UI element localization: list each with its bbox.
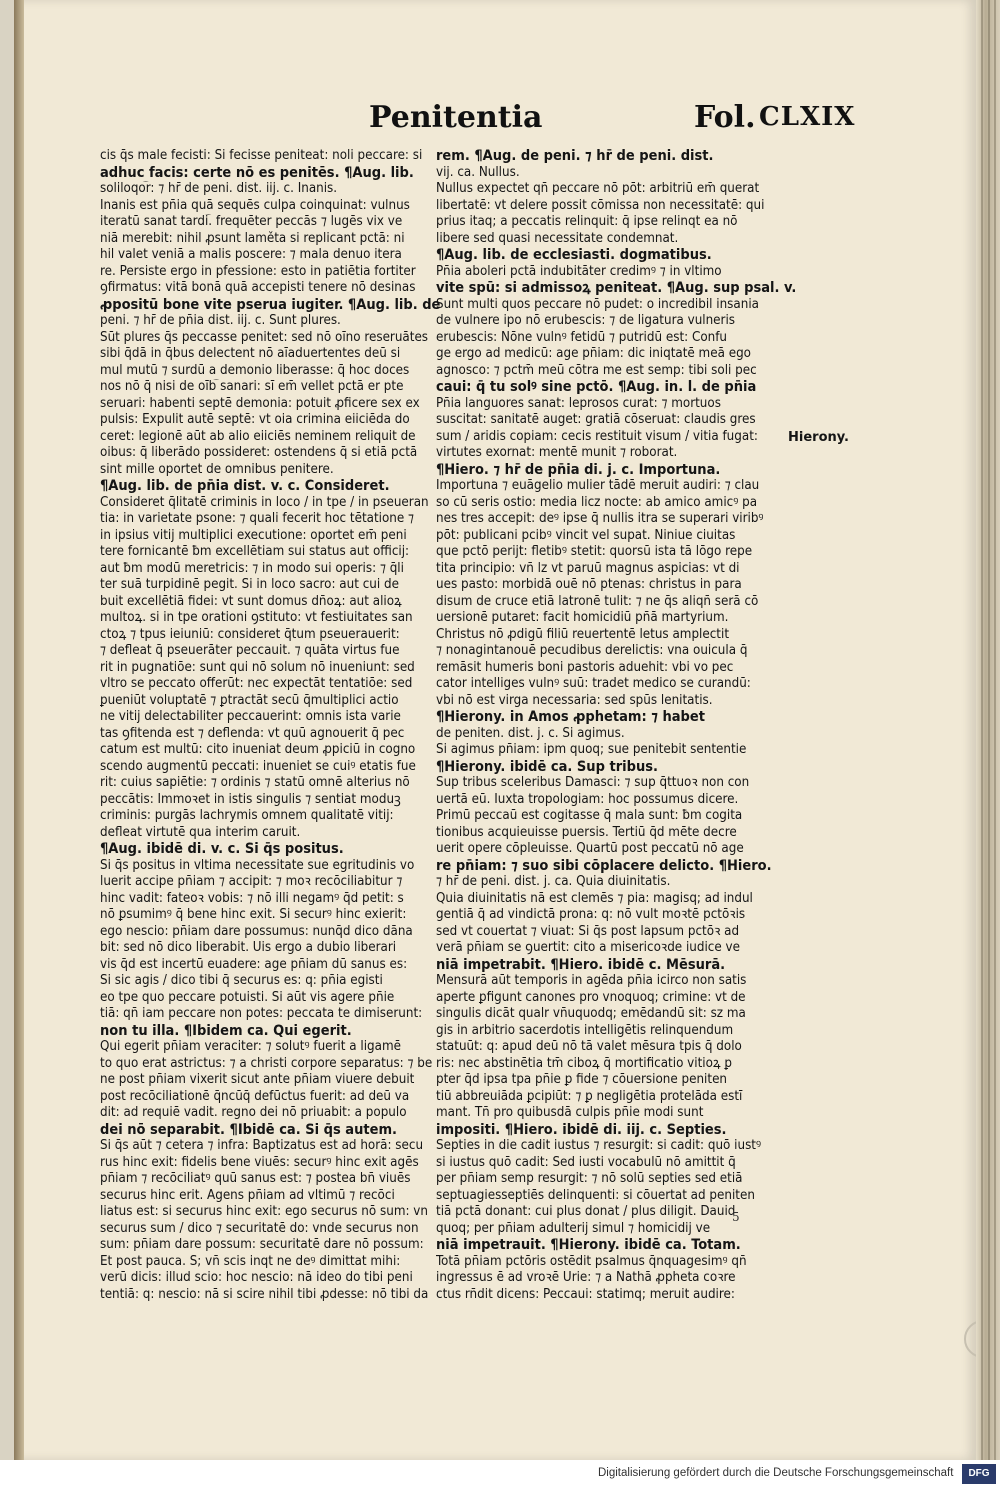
text-line: tere fornicantē ƀm excellētiam sui status aut officij: [100,544,410,559]
margin-note: Hierony. [788,430,849,445]
text-line: verā pn̄iam se ꝯuertit: cito a misericoꝛde iudice ve [436,940,740,955]
text-line: ne vitij delectabiliter peccauerint: omnis ista varie [100,709,401,724]
text-line: vite spū: si admissoꝝ peniteat. ¶Aug. sup psal. v. [436,280,797,296]
text-line: Si q̄s aūt ⁊ cetera ⁊ infra: Baptizatus est ad horā: secu [100,1138,424,1153]
text-line: post recōciliationē q̄ncūq̄ defūctus fuerit: ad deū va [100,1088,410,1104]
text-line: tas ꝯfitenda est ⁊ deflenda: vt quū agnouerit q̄ pec [100,725,405,741]
funding-credit: Digitalisierung gefördert durch die Deutsche Forschungsgemeinschaft [598,1467,954,1479]
text-line: nos nō q̄ nisi de oīb͝ sanari: sī em̄ vellet pctā er pte [100,379,404,394]
page-binding [14,0,24,1460]
text-line: rus hinc exit: fidelis bene viuēs: securꝰ hinc exit agēs [100,1154,419,1170]
text-line: sum / aridis copiam: cecis restituit visum / vitia fugat: [436,428,758,444]
text-line: soliloqo͝r: ⁊ hr̄ de peni. dist. iij. c. Inanis. [100,181,338,196]
text-line: cis q̄s male fecisti: Si fecisse peniteat: noli peccare: si [100,148,423,163]
text-line: sint mille oportet de omnibus penitere. [100,461,334,477]
text-line: niā impetrauit. ¶Hierony. ibidē ca. Totam. [436,1237,741,1253]
text-line: Totā pn̄iam pctōris ostēdit psalmus q̄nquagesimꝰ qn̄ [436,1253,747,1269]
text-line: nō ꝑsumimꝰ q̄ bene hinc exit. Si securꝰ hinc exierit: [100,907,407,922]
text-line: ues pasto: morbidā ouē nō ptenas: christus in para [436,577,742,592]
page-hole-mark [964,1320,976,1358]
right-text-column [436,148,806,1303]
text-line: rit: cuius sapiētie: ⁊ ordinis ⁊ statū omnē alterius nō [100,775,410,790]
text-line: tentiā: q: nescio: nā si scire nihil tibi ꝓdesse: nō tibi da [100,1286,429,1302]
text-line: cator intelliges vulnꝰ suū: tradet medico se curandū: [436,676,751,691]
dfg-logo: DFG [962,1464,996,1484]
text-line: vis q̄d est incertū euadere: age pn̄iam dū sanus es: [100,956,408,972]
text-line: rit in pugnatiōe: sunt qui nō solum nō inueniunt: sed [100,659,415,675]
text-line: Inanis est pn̄ia quā sequēs culpa coinquinat: vulnus [100,197,410,213]
text-line: pōt: publicani pcibꝰ vincit vel supat. Niniue ciuitas [436,527,736,543]
text-line: virtutes exornat: mentē munit ⁊ roborat. [436,445,678,460]
text-line: defleat virtutē qua interim caruit. [100,824,301,840]
text-line: mant. Tn̄ pro quibusdā culpis pn̄ie modi sunt [436,1105,704,1120]
text-line: re. Persiste ergo in pfessione: esto in patiētia fortiter [100,263,416,279]
text-line: uersionē putaret: facit homicidiū pn̄ā martyrium. [436,610,729,625]
text-line: oibus: q̄ liberādo possideret: ostendens q̄ si etiā pctā [100,445,418,460]
text-line: bit: sed nō dico liberabit. Uis ergo a dubio liberari [100,940,397,955]
text-line: pn̄iam ⁊ recōciliatꝰ quū sanus est: ⁊ postea bn̄ viuēs [100,1171,411,1186]
text-line: Et post pauca. S; vn̄ scis inqt ne deꝰ dimittat mihi: [100,1253,401,1269]
text-line: ꝯfirmatus: vitā bonā quā accepisti tenere nō desinas [100,280,416,295]
text-line: ¶Hierony. in Amos ꝓphetam: ⁊ habet̄ [436,709,705,725]
text-line: Primū peccaū est cogitasse q̄ mala sunt: ƀm cogita [436,808,743,823]
text-line: erubescis: Nōne vulnꝰ fetidū ⁊ putridū est: Confu [436,329,728,345]
text-line: statuūt: q: apud deū nō tā valet mēsura tpis q̄ dolo [436,1039,742,1054]
text-line: iteratū sanat tardi͝. frequēter peccās ⁊ lugēs vix ve [100,214,403,229]
text-line: luerit accipe pn̄iam ⁊ accipit: ⁊ moꝛ recōciliabitur ⁊ [100,874,403,889]
text-line: pulsis: Expulit autē septē: vt oia crimina eiiciēda do [100,412,410,427]
stacked-page-edges [976,0,1000,1460]
text-line: Si sic agis / dico tibi q̄ securus es: q: pn̄ia egisti [100,973,383,988]
text-line: securus hinc erit. Agens pn̄iam ad vltimū ⁊ recōci [100,1187,395,1203]
text-line: tita principio: vn̄ lz vt paruū magnus aspicias: vt di [436,560,740,576]
text-line: ter suā turpidinē pegit. Si in loco sacro: aut cui de [100,577,399,592]
left-text-column [100,148,445,1303]
text-line: Sunt multi quos peccare nō pudet: o incredibil insania [436,296,759,312]
text-line: Si q̄s positus in vltima necessitate sue egritudinis vo [100,857,415,873]
text-line: ¶Aug. lib. de pn̄ia dist. v. c. Consideret. [100,478,390,494]
text-line: peccātis: Immoꝛet in istis singulis ⁊ sentiat moduꝫ [100,791,401,807]
text-line: Mensurā aūt temporis in agēda pn̄ia icirco non satis [436,973,747,988]
text-line: eo tpe quo peccare potuisti. Si aūt vis agere pn̄ie [100,989,395,1005]
text-line: ne post pn̄iam vixerit sicut ante pn̄iam viuere debuit [100,1072,415,1087]
text-line: catum est multū: cito inueniat deum ꝓpiciū in cogno [100,742,416,757]
text-line: dit: ad requiē vadit. regno dei nō priuabit: a populo [100,1105,407,1120]
text-line: ctus rn̄dit dicens: Peccaui: statimq; meruit audire: [436,1286,735,1302]
text-line: mul mutū ⁊ surdū a demonio liberasse: q̄ hoc doces [100,362,410,378]
text-line: ceret: legionē aūt ab alio eiiciēs neminem reliquit de [100,428,416,444]
running-title: Penitentia [369,100,543,135]
text-line: ¶Hierony. ibidē ca. Sup tribus. [436,758,658,775]
text-line: Septies in die cadit iustus ⁊ resurgit: si cadit: quō iustꝰ [436,1138,762,1153]
text-line: vltro se peccato offerūt: nec expectāt tentatiōe: sed [100,676,413,691]
text-line: niā merebit: nihil ꝓsunt laměta si replicant pctā: ni [100,230,405,246]
digitization-footer [0,1460,1000,1489]
text-line: tiū abbreuiāda ꝑcipiūt: ⁊ ꝑ negligētia protelāda estī [436,1088,743,1104]
text-line: ego nescio: pn̄iam dare possumus: nunq̄d dico dāna [100,923,413,939]
text-line: Christus nō ꝓdigū filiū reuertentē letus amplectit [436,626,730,642]
text-line: disum de cruce etiā latronē tulit: ⁊ ne q̄s aliqn̄ serā cō [436,593,759,609]
text-line: aut ƀm modū meretricis: ⁊ in modo sui operis: ⁊ q̄li [100,560,404,576]
text-line: ꝑueniūt voluptatē ⁊ ꝑtractāt secū q̄multiplici actio [100,692,399,708]
text-line: ¶Aug. lib. de ecclesiasti. dogmatibus. [436,247,712,263]
text-line: tiā pctā donant: cui plus donat / plus diligit. Dauid [436,1204,736,1219]
text-line: Sūt plures q̄s peccasse penitet: sed nō oīno reseruātes [100,329,429,345]
text-line: tionibus acquieuisse puersis. Tertiū q̄d mēte decre [436,824,737,840]
text-line: aperte ꝑfigunt canones pro vnoquoq; crimine: vt de [436,989,746,1005]
text-line: Quia diuinitatis nā est clemēs ⁊ pia: magisq; ad indul [436,890,753,906]
text-line: ingressus ē ad vroꝛē Urie: ⁊ a Nathā ꝓpheta coꝛre [436,1270,736,1285]
text-line: uertā eū. Iuxta tropologiam: hoc possumus dicere. [436,791,739,807]
text-line: rem. ¶Aug. de peni. ⁊ hr̄ de peni. dist. [436,148,714,164]
text-line: ris: nec abstinētia tm̄ ciboꝝ q̄ mortificatio vitioꝝ ꝑ [436,1055,732,1071]
text-line: pter q̄d ipsa tpa pn̄ie ꝑ fide ⁊ cōuersione peniten [436,1072,728,1087]
text-line: uerit opere cōpleuisse. Quartū post peccatū nō age [436,841,744,856]
text-line: Si agimus pn̄iam: ipm quoq; sue penitebit sententie [436,742,747,757]
text-line: so cū seris ostio: media licz nocte: ab amico amicꝰ pa [436,494,758,510]
text-line: ꝓpositū bone vite pserua iugiter. ¶Aug. lib. de [100,296,441,313]
text-line: dei nō separabit. ¶Ibidē ca. Si q̄s autem. [100,1121,397,1138]
text-line: de peniten. dist. j. c. Si agimus. [436,725,625,741]
text-line: singulis dicāt qualr vn̄uquodq; emēdandū sit: sz ma [436,1006,746,1021]
text-line: criminis: purgās lachrymis omnem qualitatē vitij: [100,808,394,823]
text-line: multoꝝ. si in tpe orationi ꝯstituto: vt festiuitates san [100,610,413,625]
text-line: Sup tribus sceleribus Damasci: ⁊ sup q̄ttuoꝛ non con [436,775,750,790]
text-line: sibi q̄dā in q̄bus delectent nō aīaduertentes deū si [100,346,401,361]
text-line: Nullus expectet qn̄ peccare nō pōt: arbitriū em̄ querat [436,181,760,196]
text-line: ¶Hiero. ⁊ hr̄ de pn̄ia di. j. c. Importuna. [436,461,721,478]
text-line: si iustus quō cadit: Sed iusti vocabulū nō amittit q̄ [436,1154,736,1170]
text-line: que pctō perijt: fletibꝰ stetit: quorsū ista tā lōgo repe [436,544,753,559]
text-line: niā impetrabit. ¶Hiero. ibidē c. Mēsurā. [436,956,726,973]
text-line: libere sed quasi necessitate condemnat. [436,230,679,246]
text-line: de vulnere ipo nō erubescis: ⁊ de ligatura vulneris [436,313,736,328]
text-line: agnosco: ⁊ pctm̄ meū cōtra me est semp: tibi soli pec [436,362,757,378]
text-line: Pn̄ia languores sanat: leprosos curat: ⁊ mortuos [436,395,721,411]
text-line: adhuc facis: certe nō es penitēs. ¶Aug. lib. [100,164,414,181]
text-line: seruari: habenti septē demonia: potuit ꝓficere sex ex [100,395,420,411]
text-line: re pn̄iam: ⁊ suo sibi cōplacere delicto. ¶Hiero. [436,857,772,874]
text-line: Importuna ⁊ euāgelio mulier tādē meruit audiri: ⁊ clau [436,478,760,493]
text-line: gis in arbitrio sacerdotis intelligētis relinquendum [436,1022,734,1038]
text-line: impositi. ¶Hiero. ibidē di. iij. c. Septies. [436,1121,727,1138]
page-header [14,100,976,140]
book-page [14,0,976,1460]
text-line: ¶Aug. ibidē di. v. c. Si q̄s positus. [100,841,344,857]
text-line: hinc vadit: fateoꝛ vobis: ⁊ nō illi negamꝰ q̄d petit: s [100,890,404,906]
text-line: buit excellētiā fidei: vt sunt domus dn̄oꝝ: aut alioꝝ [100,593,402,609]
text-line: sum: pn̄iam dare possum: securitatē dare nō possum: [100,1237,424,1252]
folio-label: Fol. [694,100,756,135]
text-line: ⁊ hr̄ de peni. dist. j. ca. Quia diuinitatis. [436,874,671,889]
text-line: suscitat: sanitatē auget: gratiā cōseruat: claudis gres [436,412,756,427]
text-line: to quo erat astrictus: ⁊ a christi corpore separatus: ⁊ be [100,1055,433,1071]
text-line: verū dicis: illud scio: hoc nescio: nā ideo do tibi peni [100,1270,413,1285]
text-line: non tu illa. ¶Ibidem ca. Qui egerit. [100,1022,352,1039]
text-line: per pn̄iam semp resurgit: ⁊ nō solū septies sed etiā [436,1171,743,1186]
text-line: sed vt couertat ⁊ viuat: Si q̄s post lapsum pctōꝛ ad [436,923,740,939]
text-line: tiā: qn̄ iam peccare non potes: peccata te dimiserunt: [100,1006,423,1021]
text-line: securus sum / dico ⁊ securitatē do: vnde securus non [100,1220,419,1236]
text-line: prius itaq; a peccatis relinquit: q̄ ipse relinqt ea nō [436,214,738,229]
text-line: scendo augmentū peccati: inueniet se cuiꝰ etatis fue [100,758,416,774]
text-line: ctoꝝ ⁊ tpus ieiuniū: consideret q̄tum pseuerauerit: [100,626,400,642]
text-line: vij. ca. Nullus. [436,164,520,180]
text-line: vbi nō est virga necessaria: sed spūs lenitatis. [436,692,713,708]
text-line: hil valet veniā a malis poscere: ⁊ mala denuo itera [100,247,402,262]
text-line: nes tres accepit: deꝰ ipse q̄ nullis itra se superari viribꝰ [436,511,764,526]
text-line: Qui egerit pn̄iam veraciter: ⁊ solutꝰ fuerit a ligamē [100,1039,401,1054]
text-line: remāsit humeris boni pastoris aduehit: vbi vo pec [436,659,734,675]
signature-mark: 5 [732,1210,740,1224]
folio-number: CLXIX [759,102,856,132]
text-line: ge ergo ad medicū: age pn̄iam: dic iniqtatē meā ego [436,346,751,361]
text-line: peni. ⁊ hr̄ de pn̄ia dist. iij. c. Sunt plures. [100,313,341,328]
text-line: Pn̄ia aboleri pctā indubitāter credimꝰ ⁊ in vltimo [436,263,722,279]
text-line: gentiā q̄ ad vindictā prona: q: nō vult moꝛtē pctōꝛis [436,907,746,922]
text-line: septuagiesseptiēs delinquenti: si cōuertat ad peniten [436,1187,755,1203]
text-line: in ipsius vitij multiplici executione: oportet em̄ peni [100,527,407,543]
text-line: libertatē: vt delere possit cōmissa non necessitatē: qui [436,197,765,213]
text-line: quoq; per pn̄iam adulterij simul ⁊ homicidij ve [436,1220,711,1236]
text-line: liatus est: si securus hinc exit: ego securus nō sum: vn [100,1204,428,1219]
text-line: ⁊ nonagintanouē pecudibus derelictis: vna ouicula q̄ [436,643,748,658]
text-line: ⁊ defleat q̄ pseuerāter peccauit. ⁊ quāta virtus fue [100,643,400,658]
text-line: caui: q̄ tu solꝰ sine pctō. ¶Aug. in. l. de pn̄ia [436,379,757,395]
text-line: Consideret q̄litatē criminis in loco / in tpe / in pseueran [100,494,429,510]
text-line: tia: in varietate psone: ⁊ quali fecerit hoc tētatione ⁊ [100,511,414,526]
